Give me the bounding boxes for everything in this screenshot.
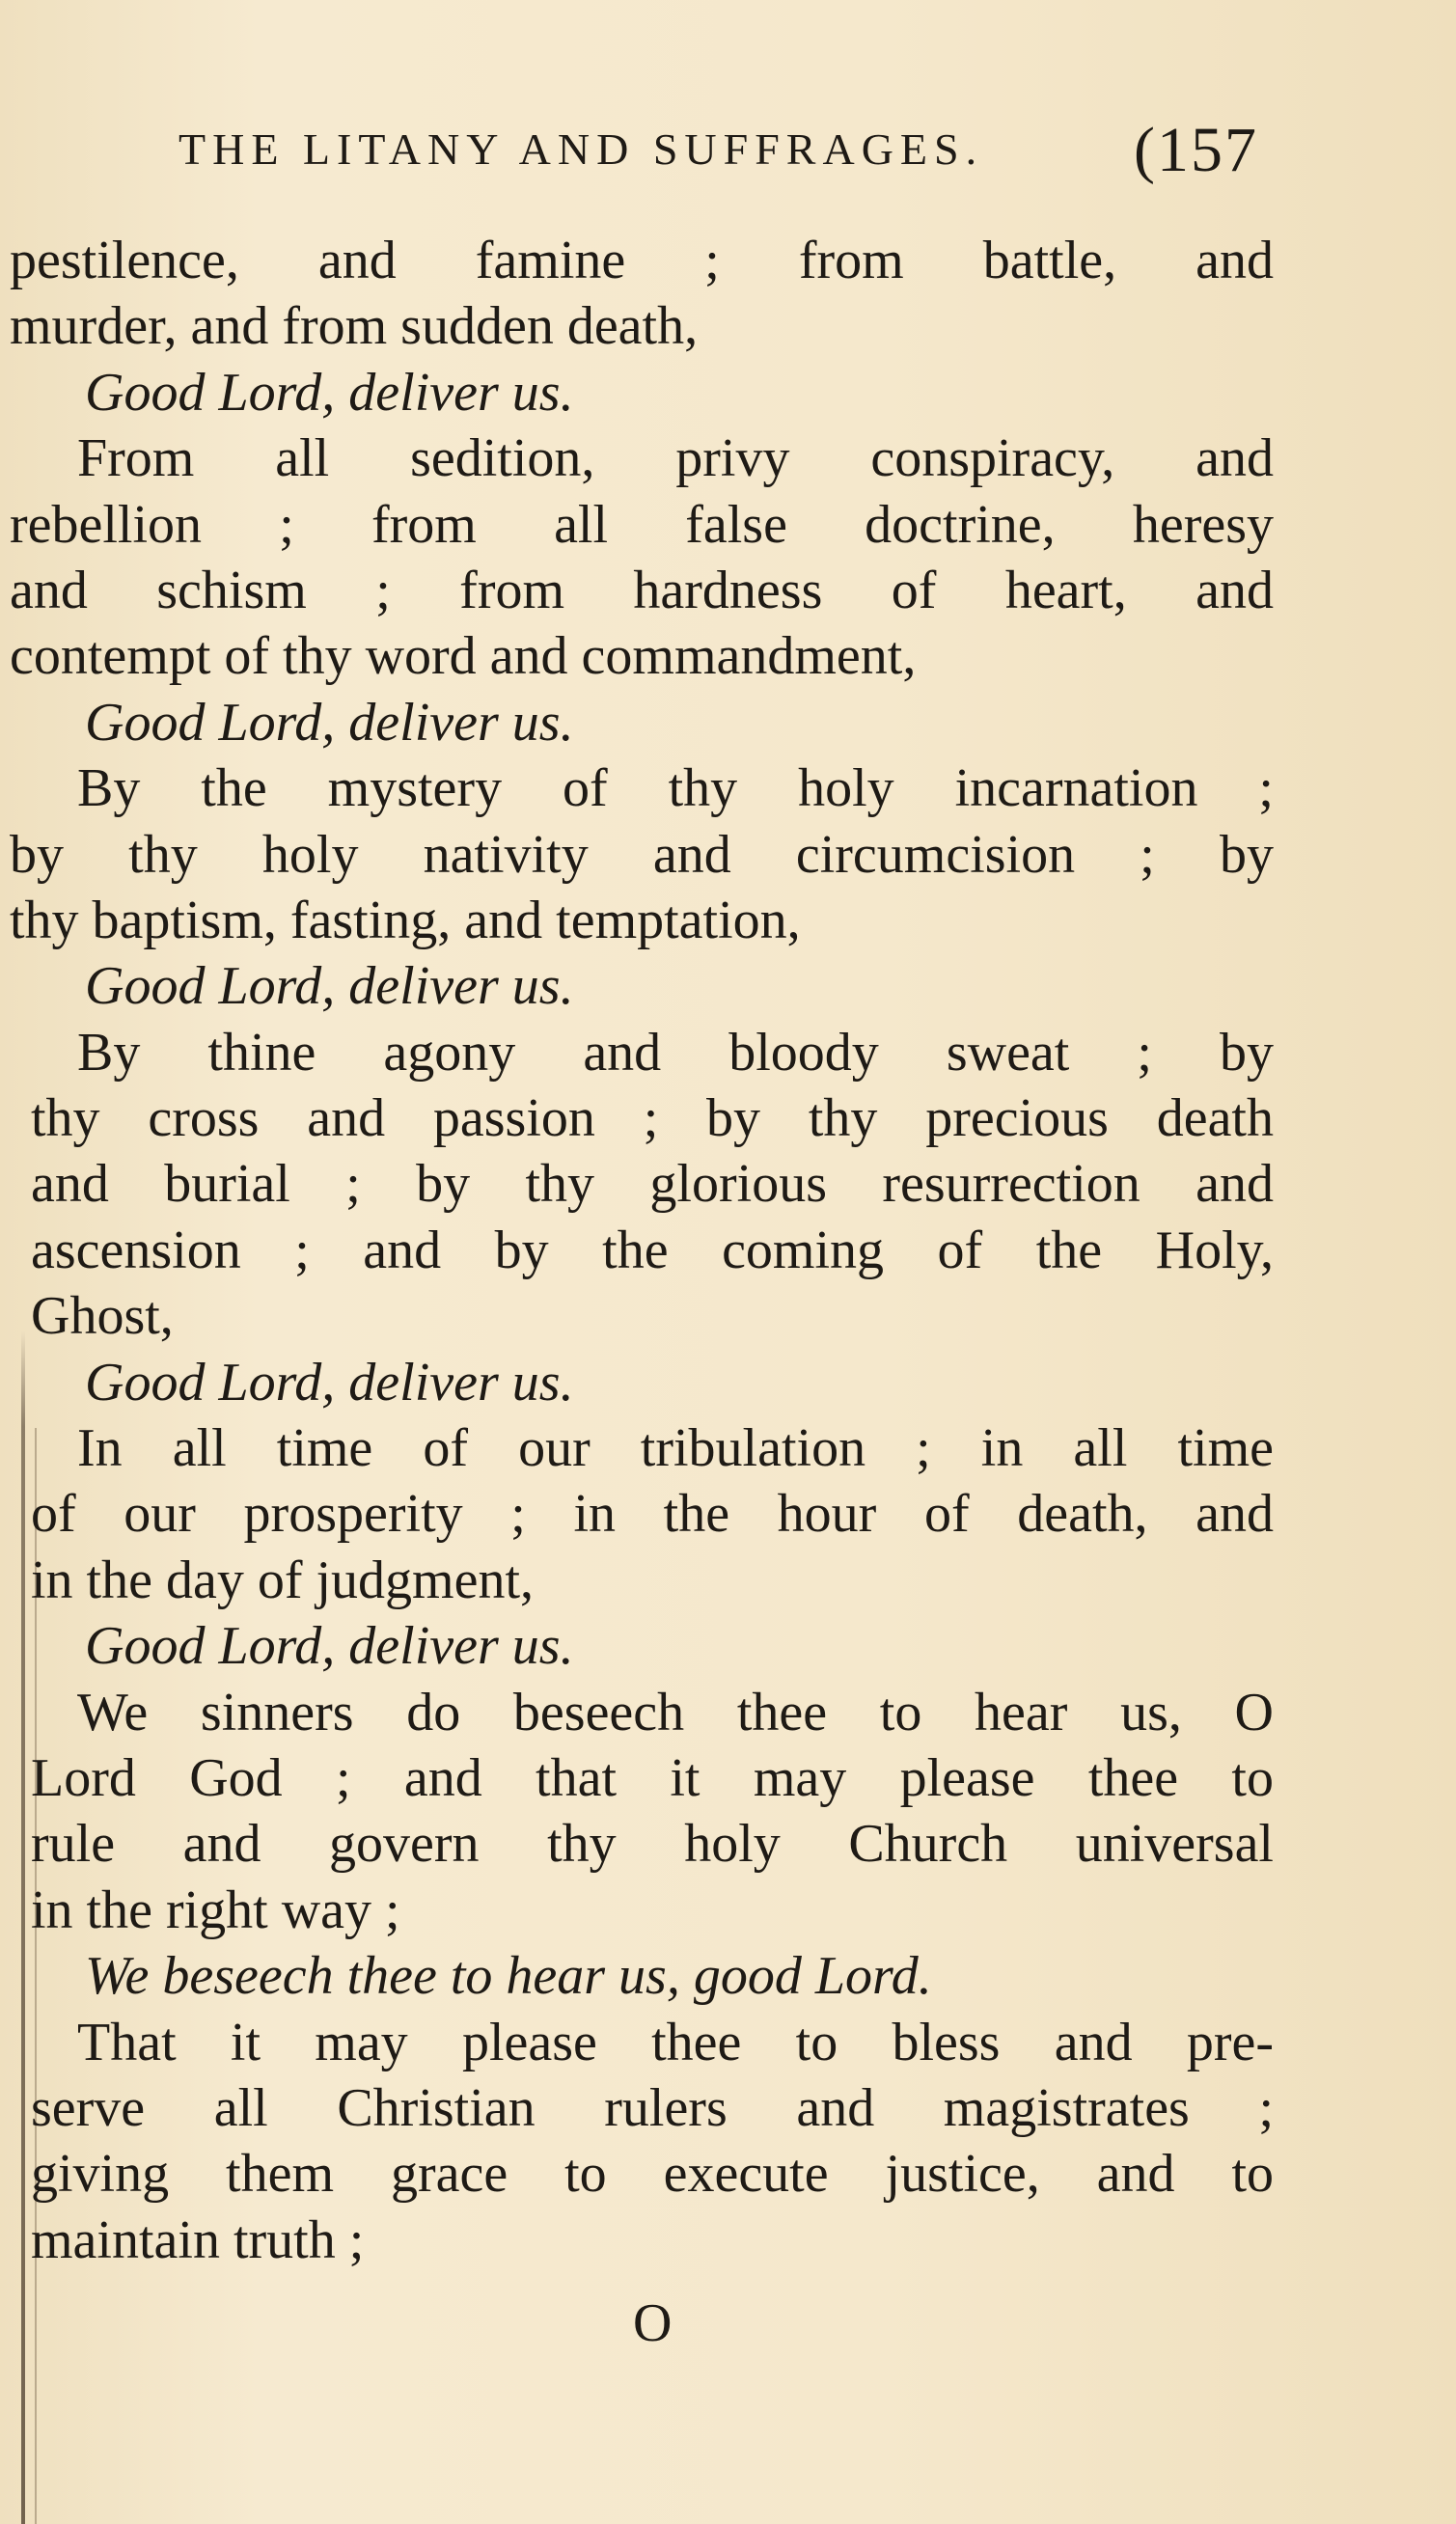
text-line: and schism ; from hardness of heart, and	[10, 560, 1274, 620]
text-line: rule and govern thy holy Church universal	[31, 1814, 1274, 1875]
text-line: ascension ; and by the coming of the Holy,	[31, 1220, 1274, 1280]
text-line: and burial ; by thy glorious resurrection and	[31, 1154, 1274, 1215]
page-number: (157	[1134, 115, 1258, 185]
response-line: Good Lord, deliver us.	[85, 692, 574, 753]
text-line: In all time of our tribulation ; in all time	[77, 1418, 1274, 1479]
text-line: By thine agony and bloody sweat ; by	[77, 1022, 1274, 1083]
text-line: in the right way ;	[31, 1879, 400, 1940]
response-line: Good Lord, deliver us.	[85, 362, 574, 423]
text-line: We sinners do beseech thee to hear us, O	[77, 1682, 1274, 1742]
text-line: in the day of judgment,	[31, 1550, 535, 1610]
text-line: By the mystery of thy holy incarnation ;	[77, 758, 1274, 819]
text-line: of our prosperity ; in the hour of death, and	[31, 1484, 1274, 1545]
text-line: maintain truth ;	[31, 2209, 365, 2270]
response-line: Good Lord, deliver us.	[85, 1352, 574, 1413]
text-line: murder, and from sudden death,	[10, 296, 699, 357]
response-line: Good Lord, deliver us.	[85, 1616, 574, 1677]
text-line: thy cross and passion ; by thy precious death	[31, 1088, 1274, 1149]
text-line: giving them grace to execute justice, and to	[31, 2144, 1274, 2205]
litany-text	[10, 228, 1274, 2273]
catchword: O	[633, 2293, 673, 2353]
running-head	[179, 114, 1365, 201]
text-line: by thy holy nativity and circumcision ; by	[10, 824, 1274, 885]
text-line: thy baptism, fasting, and temptation,	[10, 890, 801, 950]
running-head-title: THE LITANY AND SUFFRAGES.	[179, 124, 984, 174]
text-line: Ghost,	[31, 1286, 174, 1347]
text-line: rebellion ; from all false doctrine, heresy	[10, 494, 1274, 555]
response-line: Good Lord, deliver us.	[85, 956, 574, 1017]
text-line: Lord God ; and that it may please thee to	[31, 1747, 1274, 1808]
response-line: We beseech thee to hear us, good Lord.	[85, 1946, 932, 2007]
text-line: That it may please thee to bless and pre-	[77, 2012, 1274, 2072]
text-line: From all sedition, privy conspiracy, and	[77, 428, 1274, 489]
text-line: pestilence, and famine ; from battle, and	[10, 231, 1274, 290]
text-line: serve all Christian rulers and magistrates ;	[31, 2077, 1274, 2138]
text-line: contempt of thy word and commandment,	[10, 626, 917, 687]
